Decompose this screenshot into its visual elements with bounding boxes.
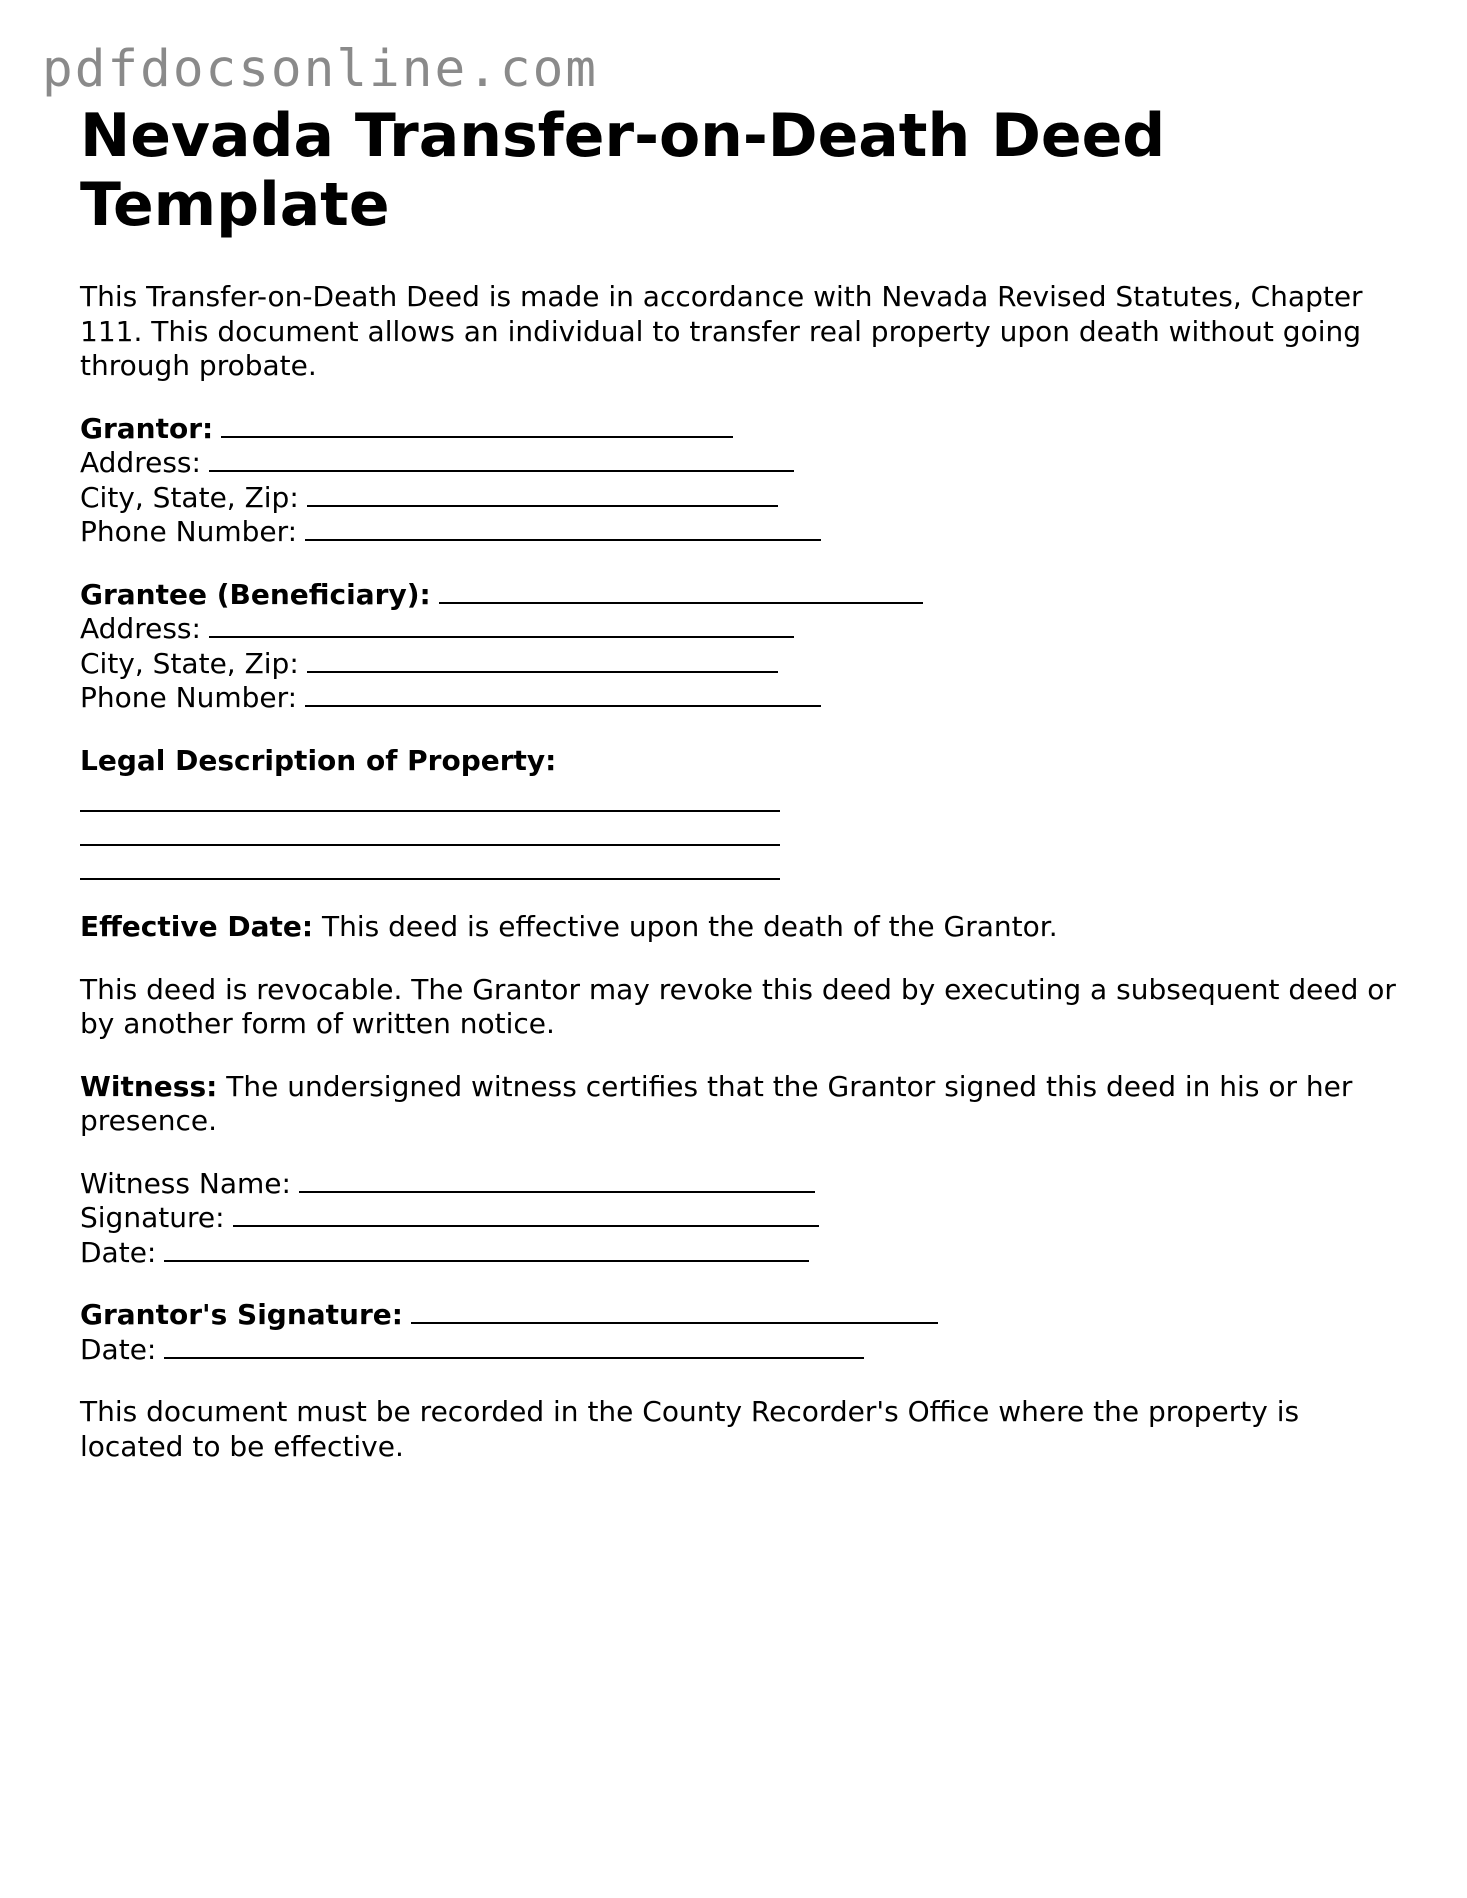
document-body (80, 102, 1410, 1464)
grantee-address-label: Address: (80, 612, 201, 645)
witness-name-field[interactable] (299, 1190, 815, 1193)
witness-name-label: Witness Name: (80, 1166, 291, 1200)
watermark: pdfdocsonline.com (42, 40, 598, 99)
grantor-signature-field[interactable] (411, 1321, 938, 1324)
grantee-address-row (80, 612, 1410, 647)
grantee-label: Grantee (Beneficiary): (80, 577, 431, 611)
grantor-city-label: City, State, Zip: (80, 480, 299, 514)
grantee-city-row (80, 647, 1410, 682)
property-row (80, 744, 1410, 779)
grantor-address-field[interactable] (209, 469, 794, 472)
recording-note: This document must be recorded in the County Recorder's Office where the property is located to be effective. (80, 1395, 1300, 1463)
grantor-section (80, 412, 1410, 550)
property-section (80, 744, 1410, 881)
witness-signature-row (80, 1201, 1410, 1236)
grantor-row (80, 412, 1410, 447)
effective-date-text: This deed is effective upon the death of the Grantor. (313, 910, 1058, 943)
grantor-city-field[interactable] (307, 504, 778, 507)
grantee-city-label: City, State, Zip: (80, 646, 299, 680)
grantee-address-field[interactable] (209, 635, 794, 638)
grantor-address-row (80, 446, 1410, 481)
witness-date-row (80, 1236, 1410, 1271)
grantor-label: Grantor: (80, 411, 214, 445)
witness-date-field[interactable] (164, 1259, 809, 1262)
grantee-phone-label: Phone Number: (80, 681, 298, 714)
intro-paragraph: This Transfer-on-Death Deed is made in accordance with Nevada Revised Statutes, Chapter 111. This document allows an individual to transfer real property upon death without going through probate. (80, 280, 1363, 382)
grantor-city-row (80, 481, 1410, 516)
grantor-address-label: Address: (80, 446, 201, 479)
witness-text: The undersigned witness certifies that the Grantor signed this deed in his or her presence. (80, 1069, 1353, 1137)
witness-paragraph (80, 1070, 1410, 1139)
grantor-phone-row (80, 515, 1410, 550)
witness-signature-label: Signature: (80, 1201, 225, 1234)
witness-label: Witness: (80, 1069, 218, 1103)
property-description-line-1[interactable] (80, 778, 780, 812)
revocable-paragraph: This deed is revocable. The Grantor may revoke this deed by executing a subsequent deed or by another form of written notice. (80, 972, 1396, 1040)
grantee-phone-field[interactable] (305, 704, 821, 707)
grantor-phone-label: Phone Number: (80, 515, 298, 548)
witness-name-row (80, 1167, 1410, 1202)
effective-date-label: Effective Date: (80, 910, 314, 943)
grantor-signature-date-field[interactable] (164, 1356, 864, 1359)
effective-date-paragraph (80, 910, 1410, 945)
grantee-city-field[interactable] (307, 670, 778, 673)
grantor-signature-row (80, 1298, 1410, 1333)
grantor-signature-label: Grantor's Signature: (80, 1298, 403, 1331)
property-description-line-2[interactable] (80, 812, 780, 846)
witness-date-label: Date: (80, 1235, 157, 1269)
property-label: Legal Description of Property: (80, 743, 557, 777)
grantee-name-field[interactable] (439, 601, 923, 604)
grantor-signature-section (80, 1298, 1410, 1367)
grantee-row (80, 578, 1410, 613)
grantor-phone-field[interactable] (305, 538, 821, 541)
grantor-signature-date-label: Date: (80, 1332, 157, 1366)
page-title: Nevada Transfer-on-Death Deed Template (80, 101, 1166, 240)
grantee-section (80, 578, 1410, 716)
witness-section (80, 1167, 1410, 1271)
grantor-signature-date-row (80, 1333, 1410, 1368)
grantee-phone-row (80, 681, 1410, 716)
witness-signature-field[interactable] (233, 1224, 819, 1227)
grantor-name-field[interactable] (221, 435, 733, 438)
property-description-line-3[interactable] (80, 846, 780, 880)
